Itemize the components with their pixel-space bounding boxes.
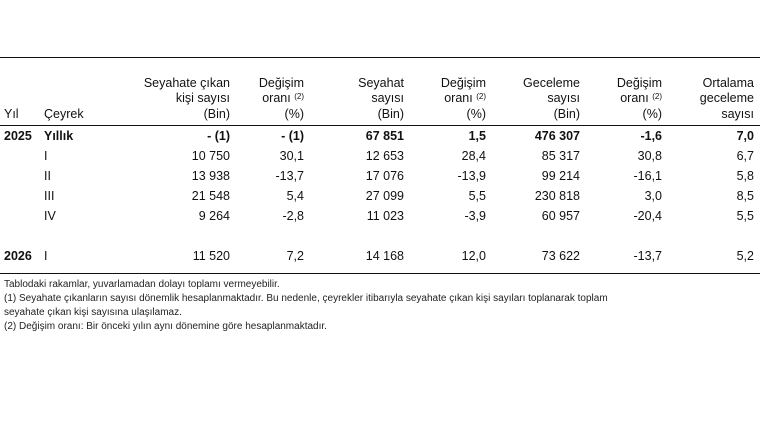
table-top-rule: [0, 57, 760, 58]
cell-value: -20,4: [633, 209, 662, 223]
cell-value: 21 548: [191, 189, 230, 203]
cell-yil: [4, 166, 44, 186]
footnotes: [4, 278, 756, 334]
cell-value: 73 622: [541, 249, 580, 263]
cell-yil: [4, 206, 44, 226]
cell-value: -3,9: [464, 209, 486, 223]
cell-value: 1,5: [468, 129, 486, 143]
header-geceleme-sayisi: Geceleme sayısı (Bin): [523, 75, 580, 121]
cell-value: 11 023: [366, 209, 404, 223]
cell-ceyrek: I: [44, 249, 48, 263]
cell-ceyrek: Yıllık: [44, 129, 74, 143]
header-degisim-2: Değişim oranı $^{(2)}$ (%): [440, 75, 486, 121]
cell-value: 230 818: [534, 189, 580, 203]
cell-value: - (1): [207, 129, 230, 143]
footnote-2: (2) Değişim oranı: Bir önceki yılın aynı dönemine göre hesaplanmaktadır.: [4, 321, 327, 332]
cell-value: 5,4: [286, 189, 304, 203]
table-row: [4, 186, 754, 206]
cell-value: 30,1: [279, 149, 304, 163]
cell-ceyrek: IV: [44, 209, 56, 223]
table-row: [4, 166, 754, 186]
cell-ceyrek: I: [44, 149, 48, 163]
cell-value: -1,6: [640, 129, 662, 143]
table-row: [4, 146, 754, 166]
cell-yil: [4, 146, 44, 166]
spacer-cell: [4, 226, 754, 246]
cell-yil: 2025: [4, 129, 32, 143]
header-seyahat-sayisi: Seyahat sayısı (Bin): [358, 75, 404, 121]
cell-value: 5,2: [736, 249, 754, 263]
header-seyahate-cikan: Seyahate çıkan kişi sayısı (Bin): [143, 75, 230, 121]
cell-ceyrek: III: [44, 189, 55, 203]
cell-value: 7,2: [286, 249, 304, 263]
cell-value: 30,8: [637, 149, 662, 163]
cell-value: 60 957: [541, 209, 580, 223]
header-row: [4, 63, 754, 126]
header-ortalama-geceleme: Ortalama geceleme sayısı: [699, 75, 754, 121]
row-spacer: [4, 226, 754, 246]
cell-value: 28,4: [461, 149, 486, 163]
footnote-1: (1) Seyahate çıkanların sayısı dönemlik hesaplanmaktadır. Bu nedenle, çeyrekler itibarıyla seyahate çıkan kişi sayıları toplanarak toplam: [4, 293, 608, 304]
cell-yil: 2026: [4, 249, 32, 263]
cell-value: -16,1: [633, 169, 662, 183]
cell-value: 11 520: [192, 249, 230, 263]
footnote-1-cont: seyahate çıkan kişi sayısına ulaşılamaz.: [4, 307, 182, 318]
header-degisim-3: Değişim oranı $^{(2)}$ (%): [616, 75, 662, 121]
cell-value: 99 214: [541, 169, 580, 183]
cell-value: 5,5: [736, 209, 754, 223]
cell-value: 5,5: [468, 189, 486, 203]
cell-value: 67 851: [365, 129, 404, 143]
table-row: [4, 206, 754, 226]
cell-value: 7,0: [736, 129, 754, 143]
cell-value: 8,5: [736, 189, 754, 203]
cell-value: 27 099: [365, 189, 404, 203]
cell-value: 13 938: [191, 169, 230, 183]
cell-value: 10 750: [191, 149, 230, 163]
cell-yil: [4, 186, 44, 206]
cell-value: -13,9: [457, 169, 486, 183]
cell-value: 85 317: [541, 149, 580, 163]
table-row: [4, 246, 754, 266]
cell-value: - (1): [281, 129, 304, 143]
header-degisim-1: Değişim oranı $^{(2)}$ (%): [258, 75, 304, 121]
footnote-rounding: Tablodaki rakamlar, yuvarlamadan dolayı toplamı vermeyebilir.: [4, 279, 280, 290]
cell-value: 3,0: [644, 189, 662, 203]
header-yil: Yıl: [4, 106, 19, 121]
cell-value: 17 076: [365, 169, 404, 183]
cell-value: 6,7: [736, 149, 754, 163]
cell-value: 9 264: [198, 209, 230, 223]
cell-value: 12 653: [365, 149, 404, 163]
cell-value: 14 168: [365, 249, 404, 263]
cell-value: 5,8: [736, 169, 754, 183]
table-row: [4, 126, 754, 146]
travel-statistics-table: [4, 63, 754, 266]
cell-value: -2,8: [282, 209, 304, 223]
table-bottom-rule: [0, 273, 760, 274]
cell-value: 476 307: [534, 129, 580, 143]
cell-value: -13,7: [633, 249, 662, 263]
cell-value: -13,7: [275, 169, 304, 183]
cell-value: 12,0: [461, 249, 486, 263]
cell-ceyrek: II: [44, 169, 51, 183]
header-ceyrek: Çeyrek: [44, 106, 84, 121]
